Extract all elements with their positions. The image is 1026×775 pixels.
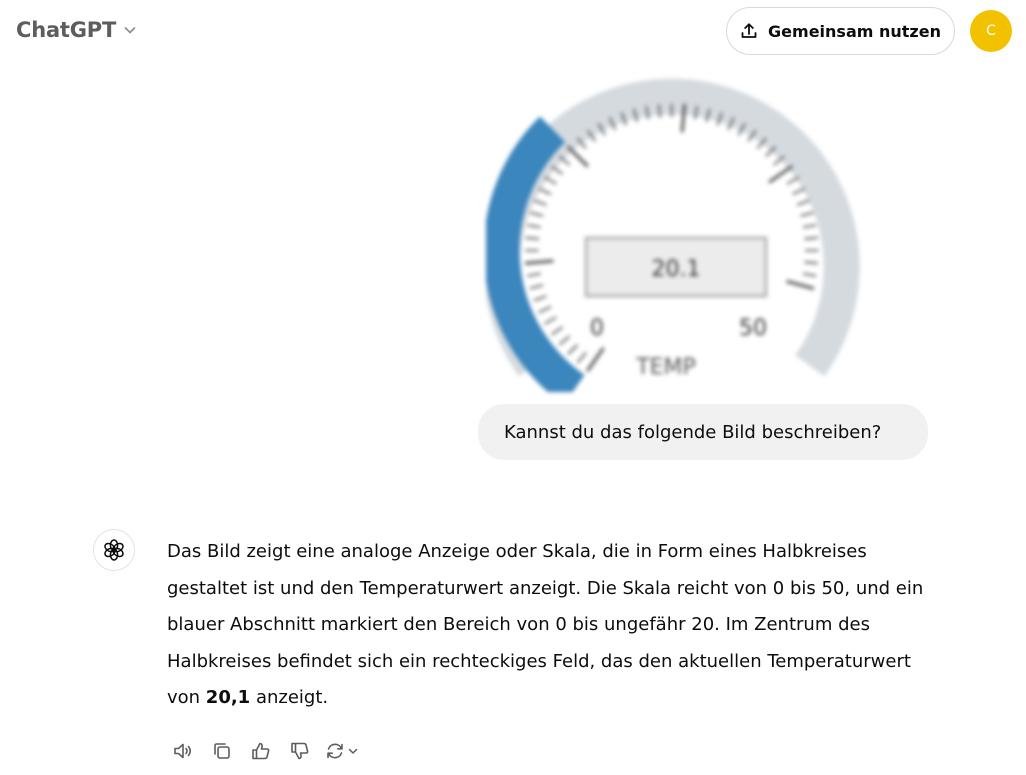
gauge-minor-tick <box>804 225 816 227</box>
assistant-message-bold-value: 20,1 <box>205 687 251 708</box>
copy-icon <box>211 740 233 762</box>
speaker-icon <box>172 740 194 762</box>
top-bar <box>0 0 1026 62</box>
gauge-minor-tick <box>528 225 540 227</box>
share-upload-icon <box>740 22 758 40</box>
gauge-minor-tick <box>539 189 550 194</box>
gauge-max: 50 <box>739 316 767 341</box>
regenerate-button[interactable] <box>319 735 363 767</box>
gauge-major-tick <box>770 167 791 182</box>
gauge-minor-tick <box>526 238 538 239</box>
gauge-image <box>486 72 886 392</box>
assistant-avatar <box>93 529 135 571</box>
chevron-down-icon <box>347 745 359 757</box>
gauge-value: 20.1 <box>651 257 701 282</box>
user-avatar[interactable]: C <box>970 10 1012 52</box>
gauge-minor-tick <box>552 327 562 334</box>
gauge-minor-tick <box>531 285 543 288</box>
gauge-minor-tick <box>805 238 817 239</box>
regenerate-icon <box>324 740 346 762</box>
thumbs-down-icon <box>289 740 311 762</box>
gauge-minor-tick <box>801 213 813 216</box>
openai-logo-icon <box>102 538 126 562</box>
thumbs-down-button[interactable] <box>280 735 319 767</box>
share-button-label: Gemeinsam nutzen <box>768 21 941 41</box>
gauge-minor-tick <box>539 307 550 312</box>
assistant-message <box>167 534 947 717</box>
gauge-minor-tick <box>535 201 546 205</box>
user-uploaded-image[interactable] <box>486 72 886 392</box>
assistant-message-text: Das Bild zeigt eine analoge Anzeige oder Skala, die in Form eines Halbkreises gestaltet ist und den Temperaturwert anzeigt. Die Skala reicht von 0 bis 50, und ein blauer Abschnitt markiert den Bereich von 0 bis ungefähr 20. Im Zentrum des Halbkreises befindet sich ein rechteckiges Feld, das den aktuellen Temperaturwert von <box>167 541 924 708</box>
gauge-major-tick <box>569 147 587 165</box>
copy-button[interactable] <box>202 735 241 767</box>
read-aloud-button[interactable] <box>163 735 202 767</box>
gauge-minor-tick <box>578 353 586 362</box>
user-message-bubble <box>478 404 928 460</box>
share-button[interactable] <box>726 7 955 55</box>
gauge-minor-tick <box>798 201 809 205</box>
model-selector[interactable] <box>14 14 140 46</box>
gauge-min: 0 <box>590 316 604 341</box>
thumbs-up-icon <box>250 740 272 762</box>
gauge-minor-tick <box>535 296 546 300</box>
gauge-minor-tick <box>793 189 804 194</box>
gauge-minor-tick <box>545 318 555 324</box>
gauge-major-tick <box>526 261 552 263</box>
user-message-text: Kannst du das folgende Bild beschreiben? <box>504 421 882 443</box>
gauge-minor-tick <box>569 345 578 353</box>
model-name: ChatGPT <box>16 18 117 42</box>
gauge-minor-tick <box>804 274 816 276</box>
gauge-minor-tick <box>528 274 540 276</box>
gauge-minor-tick <box>531 213 543 216</box>
gauge-minor-tick <box>560 337 569 345</box>
gauge-major-tick <box>588 349 603 370</box>
assistant-message-text-end: anzeigt. <box>250 687 329 708</box>
gauge-minor-tick <box>805 262 817 263</box>
thumbs-up-button[interactable] <box>241 735 280 767</box>
gauge-minor-tick <box>659 105 660 117</box>
gauge-label: TEMP <box>636 355 696 380</box>
gauge-minor-tick <box>545 178 555 184</box>
chevron-down-icon <box>122 22 138 38</box>
gauge-major-tick <box>788 282 813 289</box>
gauge-minor-tick <box>788 178 798 184</box>
message-actions <box>163 735 363 767</box>
